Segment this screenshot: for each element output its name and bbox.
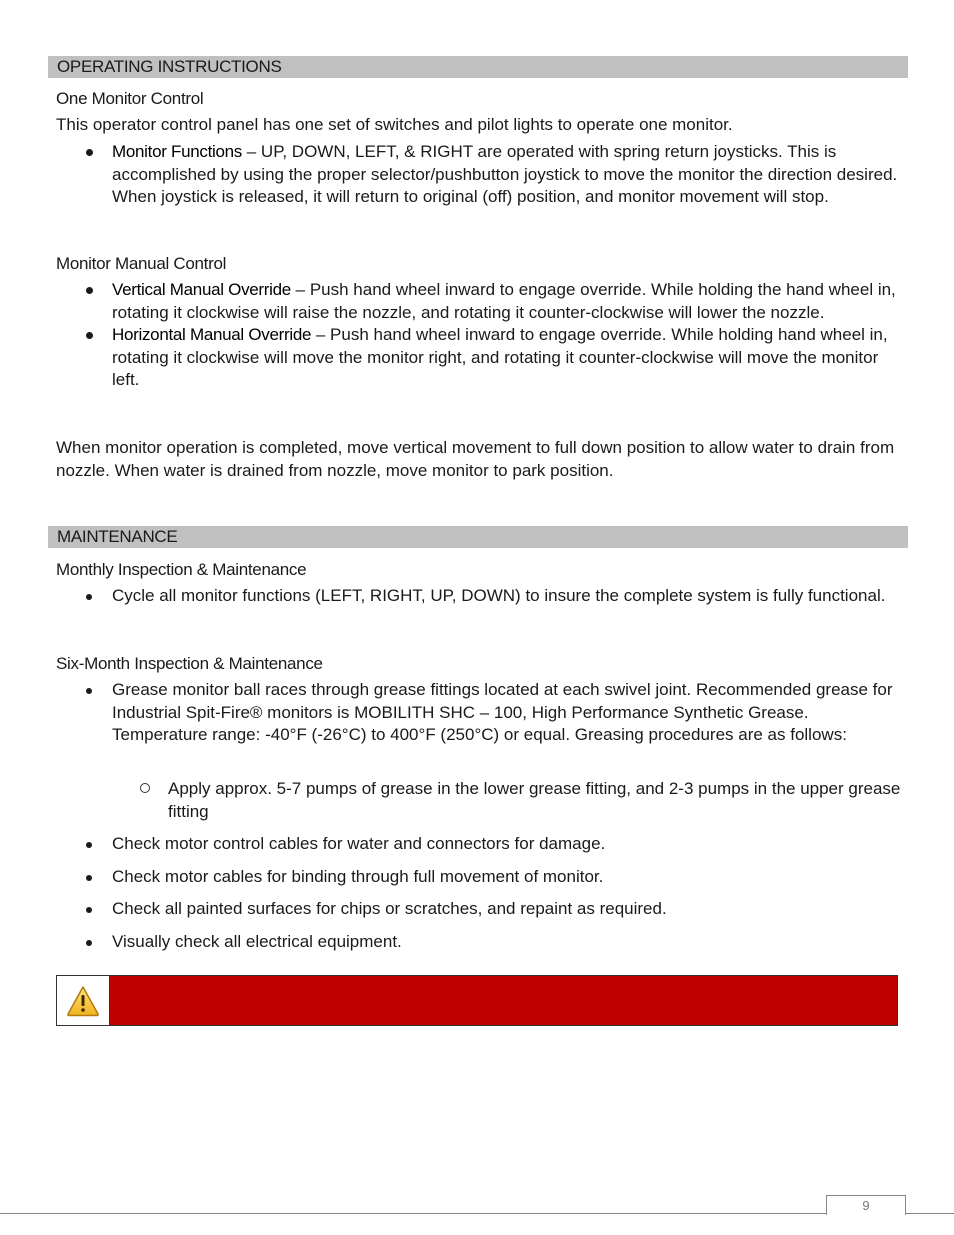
list-check [56, 931, 906, 954]
subheading-one-monitor-control: One Monitor Control [56, 89, 204, 108]
list-item [56, 679, 906, 747]
bullet-icon [86, 149, 93, 156]
section-header-maintenance [48, 526, 908, 548]
bullet-icon [86, 594, 92, 600]
term-description: – UP, DOWN, LEFT, & RIGHT are operated with spring return joysticks. This is accomplished by using the proper selector/pushbutton joystick to move the monitor the direction desired. When joystick is released, it will return to original (off) position, and monitor movement will stop. [112, 142, 898, 206]
bullet-icon [86, 287, 93, 294]
list-greasing-procedure [112, 778, 902, 823]
list-item [56, 585, 906, 608]
list-check [56, 866, 906, 889]
list-item [56, 833, 906, 856]
bullet-icon [86, 940, 92, 946]
bullet-icon [86, 842, 92, 848]
section-title: OPERATING INSTRUCTIONS [57, 57, 282, 76]
list-item-text: Check motor cables for binding through full movement of monitor. [112, 867, 604, 886]
list-item-text: Apply approx. 5-7 pumps of grease in the lower grease fitting, and 2-3 pumps in the upper grease fitting [168, 779, 901, 821]
warning-banner [110, 976, 897, 1025]
warning-triangle-icon [66, 985, 100, 1017]
list-six-month-grease [56, 679, 906, 747]
list-item [112, 778, 902, 823]
term-label: Vertical Manual Override [112, 280, 291, 299]
section-header-operating [48, 56, 908, 78]
list-check [56, 833, 906, 856]
paragraph-one-monitor-intro: This operator control panel has one set of switches and pilot lights to operate one monitor. [56, 115, 733, 134]
list-item [56, 866, 906, 889]
list-monthly [56, 585, 906, 608]
section-title: MAINTENANCE [57, 527, 178, 546]
bullet-icon [86, 907, 92, 913]
page-number: 9 [826, 1195, 906, 1215]
warning-box [56, 975, 898, 1026]
subheading-monthly: Monthly Inspection & Maintenance [56, 560, 307, 579]
paragraph-completion: When monitor operation is completed, move vertical movement to full down position to allow water to drain from nozzle. When water is drained from nozzle, move monitor to park position. [56, 438, 895, 480]
subheading-monitor-manual-control: Monitor Manual Control [56, 254, 227, 273]
bullet-icon [86, 688, 92, 694]
list-item [56, 279, 906, 324]
list-manual-override [56, 279, 906, 392]
term-label: Horizontal Manual Override [112, 325, 312, 344]
term-description: – Push hand wheel inward to engage override. While holding the hand wheel in, rotating it clockwise will raise the nozzle, and rotating it counter-clockwise will lower the nozzle. [112, 280, 896, 322]
list-item-text: Grease monitor ball races through grease fittings located at each swivel joint. Recommended grease for Industrial Spit-Fire® monitors is MOBILITH SHC – 100, High Performance Synthetic Grease. Temperature range: -40°F (-26°C) to 400°F (250°C) or equal. Greasing procedures are as follows: [112, 680, 893, 744]
list-item [56, 931, 906, 954]
bullet-icon [86, 875, 92, 881]
term-label: Monitor Functions [112, 142, 243, 161]
list-check [56, 898, 906, 921]
term-description: – Push hand wheel inward to engage override. While holding hand wheel in, rotating it clockwise will move the monitor right, and rotating it counter-clockwise will move the monitor left. [112, 325, 888, 389]
warning-icon-cell [57, 976, 110, 1025]
list-monitor-functions [56, 141, 906, 209]
list-item-text: Cycle all monitor functions (LEFT, RIGHT, UP, DOWN) to insure the complete system is fully functional. [112, 586, 886, 605]
footer-rule [0, 1213, 954, 1214]
list-item [56, 324, 906, 392]
bullet-icon [86, 332, 93, 339]
list-item-text: Check all painted surfaces for chips or scratches, and repaint as required. [112, 899, 667, 918]
list-item-text: Check motor control cables for water and connectors for damage. [112, 834, 606, 853]
list-item [56, 898, 906, 921]
subheading-six-month: Six-Month Inspection & Maintenance [56, 654, 323, 673]
sub-bullet-icon [140, 783, 150, 793]
list-item [56, 141, 906, 209]
list-item-text: Visually check all electrical equipment. [112, 932, 402, 951]
